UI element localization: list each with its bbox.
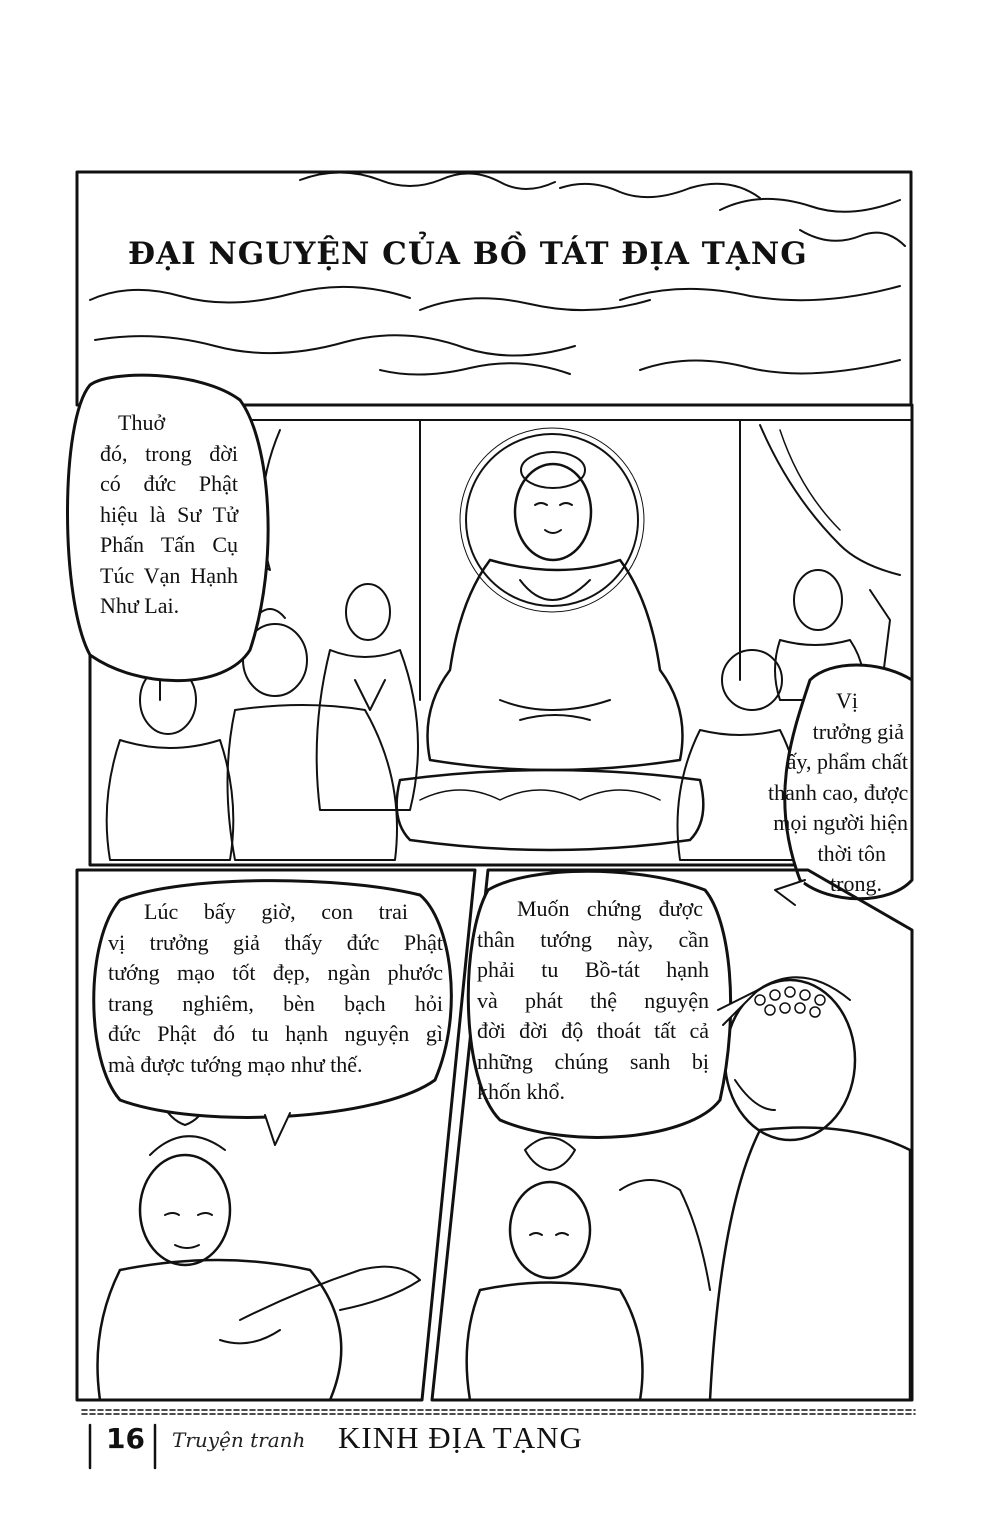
narration-2-line-3: ấy, phẩm chất (786, 749, 908, 774)
speech-son-box (108, 897, 443, 1080)
speech-buddha-line-1: Muốn chứng được (517, 896, 703, 921)
narration-2-line-4: thanh cao, được (768, 779, 909, 805)
speech-buddha-box (477, 894, 709, 1108)
narration-1-line-5: Phấn Tấn Cụ (100, 532, 238, 557)
footer-book-title: KINH ĐỊA TẠNG (338, 1420, 583, 1455)
narration-1-line-4: hiệu là Sư Tử (100, 501, 238, 527)
narration-2-line-6: thời tôn (817, 840, 886, 866)
narration-1-line-6: Túc Vạn Hạnh (100, 562, 238, 588)
narration-1-line-2: đó, trong đời (100, 440, 238, 466)
narration-1-line-7: Như Lai. (100, 593, 180, 618)
narration-box-2 (768, 686, 908, 900)
speech-buddha-line-7: khốn khổ. (477, 1079, 565, 1104)
speech-buddha-line-3: phải tu Bồ-tát hạnh (477, 957, 709, 982)
narration-2-line-2: trưởng giả (812, 718, 904, 744)
page-title: ĐẠI NGUYỆN CỦA BỒ TÁT ĐỊA TẠNG (128, 236, 808, 272)
speech-son-line-3: tướng mạo tốt đẹp, ngàn phước (108, 960, 443, 985)
speech-son-line-5: đức Phật đó tu hạnh nguyện gì (108, 1021, 443, 1046)
narration-2-line-5: mọi người hiện (773, 810, 908, 835)
speech-buddha-line-4: và phát thệ nguyện (477, 987, 709, 1013)
speech-buddha-line-6: những chúng sanh bị (477, 1048, 709, 1074)
speech-son-line-1: Lúc bấy giờ, con trai (144, 899, 408, 924)
speech-son-line-2: vị trưởng giả thấy đức Phật (108, 929, 443, 955)
speech-son-line-4: trang nghiêm, bèn bạch hỏi (108, 990, 443, 1016)
speech-son-line-6: mà được tướng mạo như thế. (108, 1051, 363, 1077)
footer-brand: Truyện tranh (172, 1428, 306, 1452)
page-number: 16 (106, 1422, 145, 1455)
speech-buddha-line-2: thân tướng này, cần (477, 926, 709, 952)
narration-box-1 (100, 408, 238, 622)
narration-1-line-1: Thuở (118, 410, 166, 435)
narration-2-line-1: Vị (836, 688, 858, 713)
panel-title-sky (77, 172, 911, 405)
speech-buddha-line-5: đời đời độ thoát tất cả (477, 1018, 709, 1043)
narration-1-line-3: có đức Phật (100, 471, 238, 496)
narration-2-line-7: trọng. (830, 871, 882, 896)
